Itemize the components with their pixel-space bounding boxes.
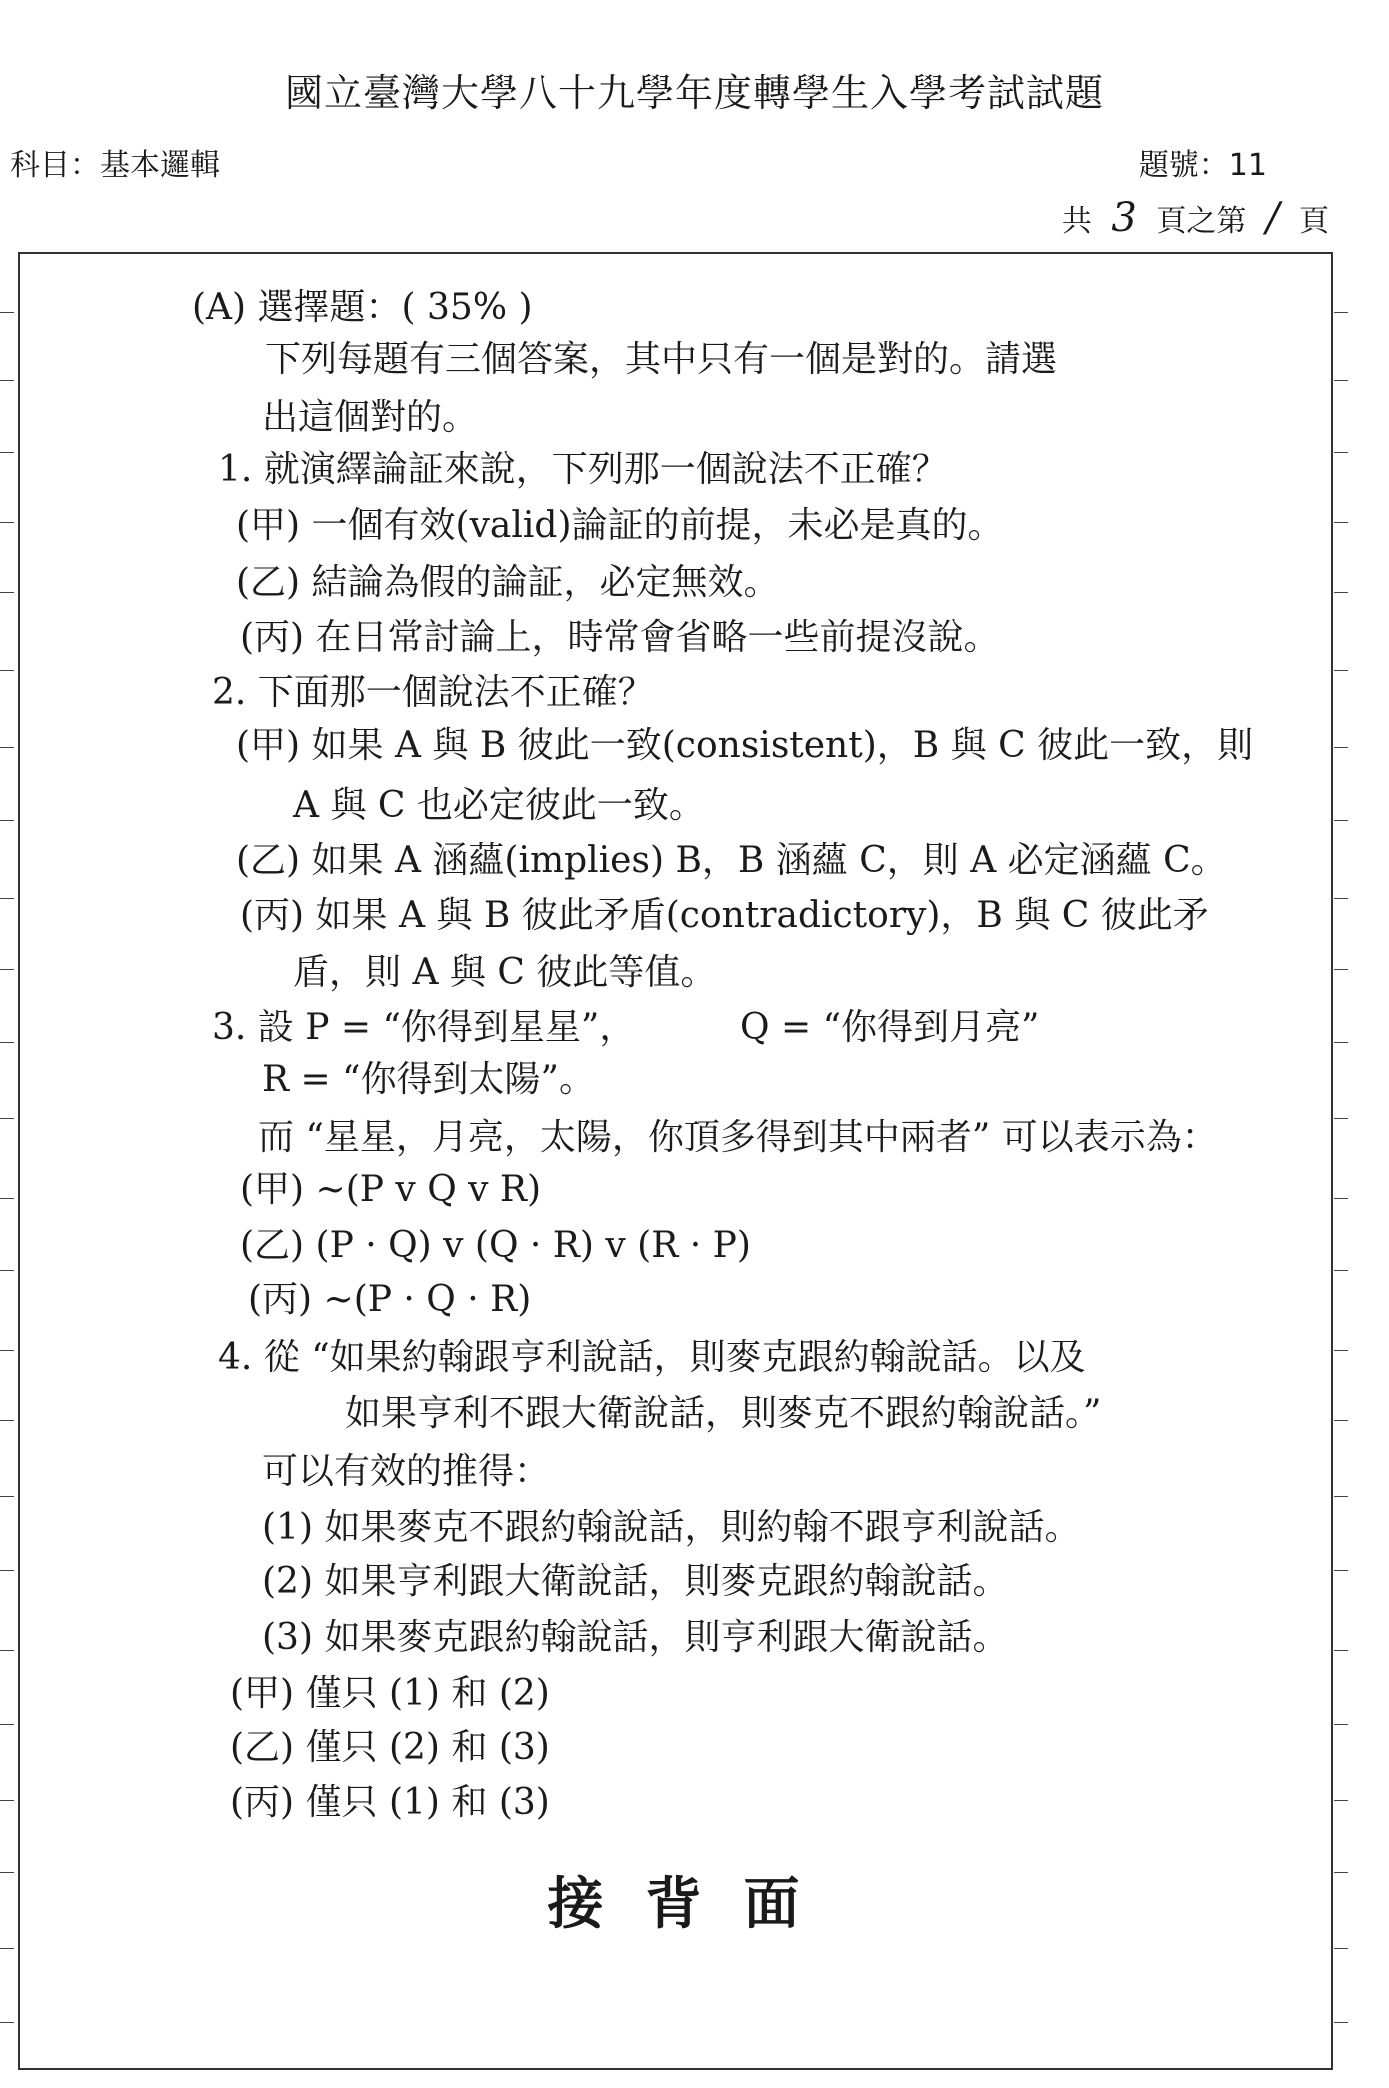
question-text: R = “你得到太陽”。	[262, 1059, 595, 1100]
margin-tick	[1334, 898, 1348, 899]
margin-tick	[0, 670, 14, 671]
margin-tick	[1334, 1570, 1348, 1571]
margin-tick	[0, 2022, 14, 2023]
continue-on-back-notice: 接背面	[547, 1871, 842, 1937]
margin-tick	[1334, 1650, 1348, 1651]
answer-option: (甲) 一個有效(valid)論証的前提，未必是真的。	[236, 505, 1004, 546]
margin-tick	[0, 1270, 14, 1271]
page-total: 3	[1111, 195, 1137, 241]
margin-tick	[0, 1948, 14, 1949]
subject-label: 科目：基本邏輯	[10, 148, 220, 183]
question-text: 而 “星星，月亮，太陽，你頂多得到其中兩者” 可以表示為：	[258, 1117, 1218, 1158]
margin-tick	[0, 1420, 14, 1421]
page-middle: 頁之第	[1156, 204, 1247, 239]
instruction-line: 出這個對的。	[262, 397, 479, 438]
margin-tick	[0, 1724, 14, 1725]
answer-option: (丙) 如果 A 與 B 彼此矛盾(contradictory)，B 與 C 彼此矛	[240, 895, 1209, 936]
margin-tick	[1334, 747, 1348, 748]
margin-tick	[1334, 1198, 1348, 1199]
margin-tick	[0, 452, 14, 453]
page-suffix: 頁	[1299, 204, 1329, 239]
margin-tick	[0, 1042, 14, 1043]
answer-option-continued: 盾，則 A 與 C 彼此等值。	[293, 952, 717, 993]
question-text: 3. 設 P = “你得到星星”，	[212, 1007, 636, 1048]
margin-tick	[1334, 452, 1348, 453]
margin-tick	[0, 1198, 14, 1199]
page-current: /	[1265, 195, 1280, 241]
instruction-line: 下列每題有三個答案，其中只有一個是對的。請選	[265, 339, 1058, 380]
answer-option: (甲) 僅只 (1) 和 (2)	[230, 1673, 550, 1714]
question-number: 題號：11	[1138, 148, 1267, 183]
margin-tick	[0, 592, 14, 593]
margin-tick	[0, 1570, 14, 1571]
margin-tick	[0, 747, 14, 748]
margin-tick	[1334, 1118, 1348, 1119]
margin-tick	[0, 1350, 14, 1351]
margin-tick	[1334, 670, 1348, 671]
margin-tick	[0, 898, 14, 899]
question-text: Q = “你得到月亮”	[740, 1007, 1040, 1048]
margin-tick	[1334, 2022, 1348, 2023]
question-text: 2. 下面那一個說法不正確？	[212, 672, 654, 713]
margin-tick	[1334, 820, 1348, 821]
answer-option: (乙) 僅只 (2) 和 (3)	[230, 1727, 550, 1768]
question-text: 可以有效的推得：	[262, 1451, 551, 1492]
right-margin-ticks	[1334, 252, 1348, 2070]
premise-item: (3) 如果麥克跟約翰說話，則亨利跟大衛說話。	[262, 1617, 1009, 1658]
margin-tick	[1334, 1270, 1348, 1271]
margin-tick	[0, 1800, 14, 1801]
margin-tick	[1334, 1724, 1348, 1725]
page-indicator	[1062, 195, 1329, 241]
section-heading: (A) 選擇題：( 35% )	[192, 287, 533, 328]
margin-tick	[0, 820, 14, 821]
margin-tick	[1334, 380, 1348, 381]
margin-tick	[1334, 312, 1348, 313]
answer-option: (乙) 如果 A 涵蘊(implies) B，B 涵蘊 C，則 A 必定涵蘊 C。	[236, 840, 1227, 881]
premise-item: (2) 如果亨利跟大衛說話，則麥克跟約翰說話。	[262, 1561, 1009, 1602]
answer-option-continued: A 與 C 也必定彼此一致。	[293, 785, 705, 826]
margin-tick	[1334, 522, 1348, 523]
margin-tick	[1334, 1948, 1348, 1949]
question-text: 1. 就演繹論証來說，下列那一個說法不正確？	[218, 449, 948, 490]
exam-title: 國立臺灣大學八十九學年度轉學生入學考試試題	[284, 71, 1104, 115]
question-text: 4. 從 “如果約翰跟亨利說話，則麥克跟約翰說話。以及	[218, 1337, 1086, 1378]
premise-item: (1) 如果麥克不跟約翰說話，則約翰不跟亨利說話。	[262, 1507, 1081, 1548]
margin-tick	[1334, 1420, 1348, 1421]
left-margin-ticks	[0, 252, 14, 2070]
answer-option: (丙) 僅只 (1) 和 (3)	[230, 1782, 550, 1823]
answer-option: (甲) ~(P v Q v R)	[240, 1169, 542, 1210]
margin-tick	[0, 312, 14, 313]
margin-tick	[0, 1650, 14, 1651]
margin-tick	[0, 522, 14, 523]
margin-tick	[1334, 1042, 1348, 1043]
margin-tick	[1334, 969, 1348, 970]
margin-tick	[0, 969, 14, 970]
page-prefix: 共	[1061, 204, 1092, 239]
answer-option: (甲) 如果 A 與 B 彼此一致(consistent)，B 與 C 彼此一致，則	[236, 725, 1254, 766]
answer-option: (丙) 在日常討論上，時常會省略一些前提沒說。	[240, 617, 1000, 658]
margin-tick	[1334, 1496, 1348, 1497]
margin-tick	[0, 380, 14, 381]
margin-tick	[0, 1496, 14, 1497]
answer-option: (乙) 結論為假的論証，必定無效。	[236, 562, 780, 603]
answer-option: (丙) ~(P · Q · R)	[248, 1279, 532, 1320]
margin-tick	[1334, 1800, 1348, 1801]
question-text-continued: 如果亨利不跟大衛說話，則麥克不跟約翰說話。”	[345, 1393, 1102, 1434]
margin-tick	[1334, 1350, 1348, 1351]
answer-option: (乙) (P · Q) v (Q · R) v (R · P)	[240, 1225, 751, 1266]
margin-tick	[0, 1118, 14, 1119]
margin-tick	[1334, 592, 1348, 593]
